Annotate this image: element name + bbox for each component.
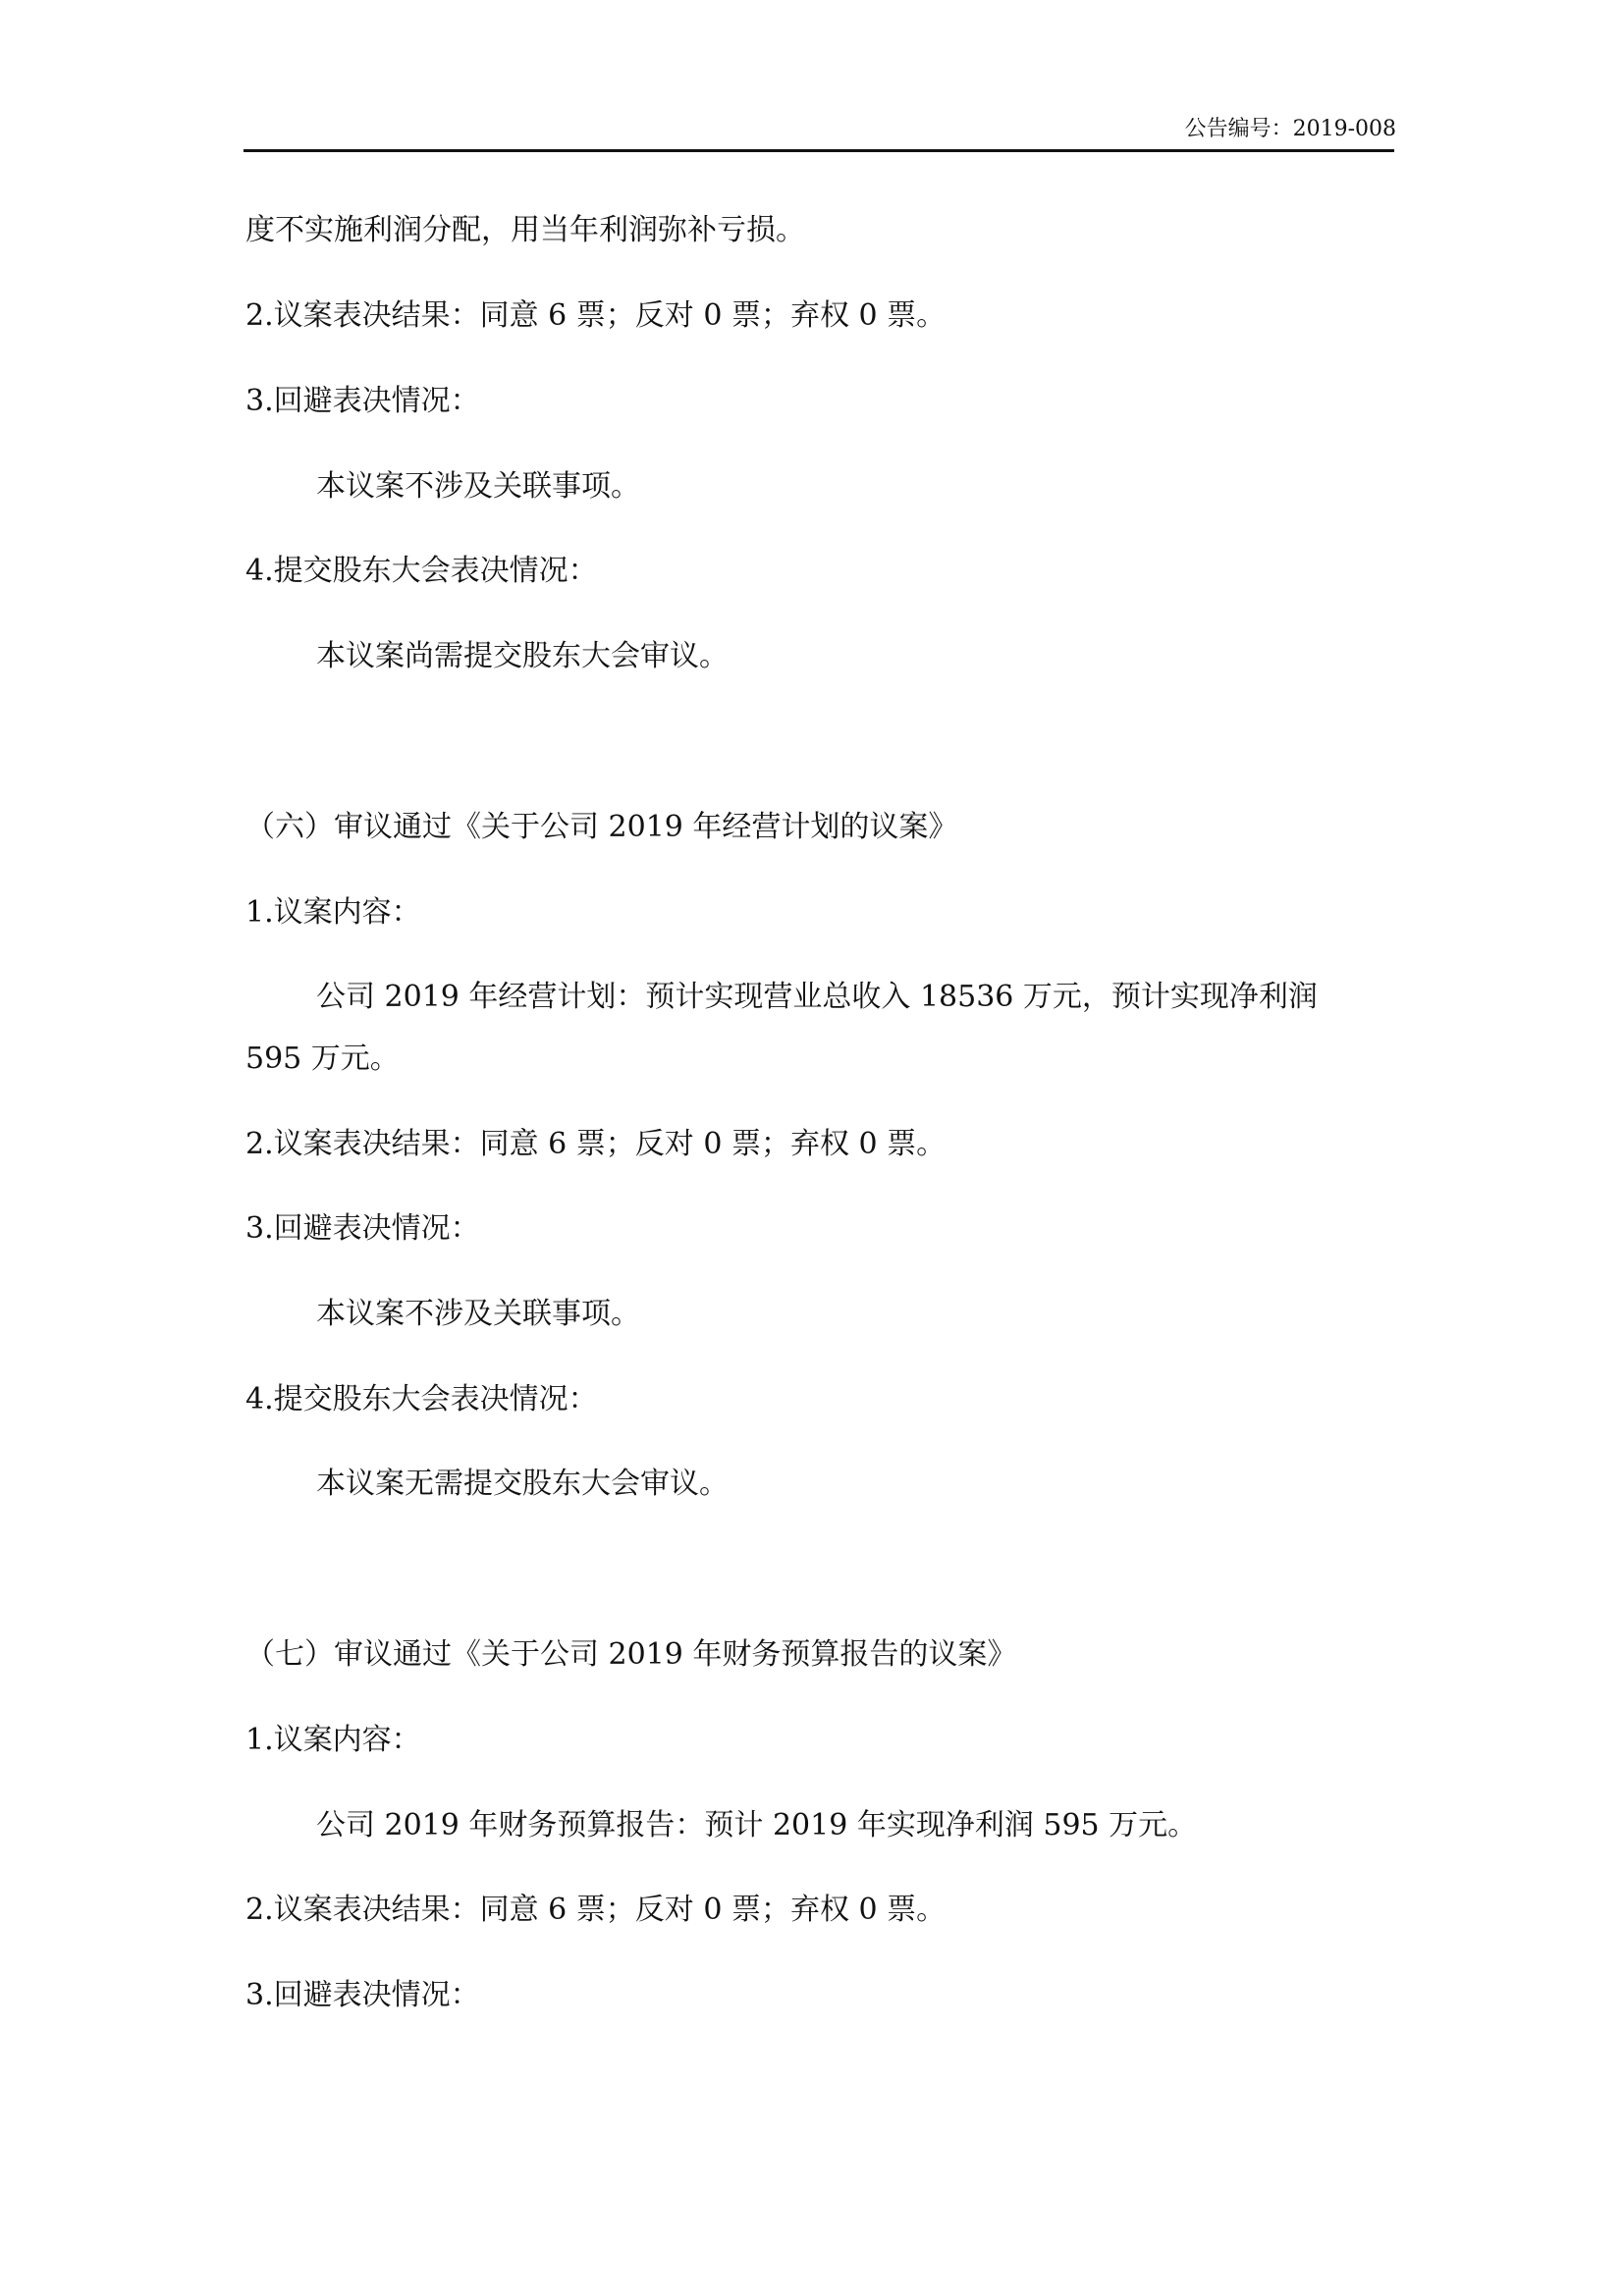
- recusal-text: 本议案不涉及关联事项。: [316, 1297, 640, 1331]
- section-7-heading: （七）审议通过《关于公司 2019 年财务预算报告的议案》: [245, 1637, 1017, 1672]
- proposal-content-heading: 1.议案内容：: [245, 1723, 421, 1757]
- recusal-heading: 3.回避表决情况：: [245, 1211, 480, 1246]
- proposal-content-heading: 1.议案内容：: [245, 895, 421, 930]
- shareholder-vote-heading: 4.提交股东大会表决情况：: [245, 554, 598, 588]
- recusal-heading: 3.回避表决情况：: [245, 384, 480, 418]
- vote-result: 2.议案表决结果：同意 6 票；反对 0 票；弃权 0 票。: [245, 298, 947, 333]
- section-6-heading: （六）审议通过《关于公司 2019 年经营计划的议案》: [245, 810, 958, 844]
- shareholder-vote-text: 本议案无需提交股东大会审议。: [316, 1467, 729, 1501]
- recusal-heading: 3.回避表决情况：: [245, 1978, 480, 2012]
- announcement-number: 公告编号：2019-008: [1184, 117, 1396, 141]
- header-divider: [244, 149, 1394, 152]
- shareholder-vote-heading: 4.提交股东大会表决情况：: [245, 1382, 598, 1416]
- vote-result: 2.议案表决结果：同意 6 票；反对 0 票；弃权 0 票。: [245, 1127, 947, 1161]
- recusal-text: 本议案不涉及关联事项。: [316, 469, 640, 504]
- shareholder-vote-text: 本议案尚需提交股东大会审议。: [316, 639, 729, 673]
- vote-result: 2.议案表决结果：同意 6 票；反对 0 票；弃权 0 票。: [245, 1893, 947, 1927]
- proposal-content-text-cont: 595 万元。: [245, 1041, 400, 1076]
- paragraph-continuation: 度不实施利润分配，用当年利润弥补亏损。: [245, 213, 805, 247]
- proposal-content-text: 公司 2019 年财务预算报告：预计 2019 年实现净利润 595 万元。: [316, 1808, 1198, 1842]
- proposal-content-text: 公司 2019 年经营计划：预计实现营业总收入 18536 万元，预计实现净利润: [316, 980, 1318, 1014]
